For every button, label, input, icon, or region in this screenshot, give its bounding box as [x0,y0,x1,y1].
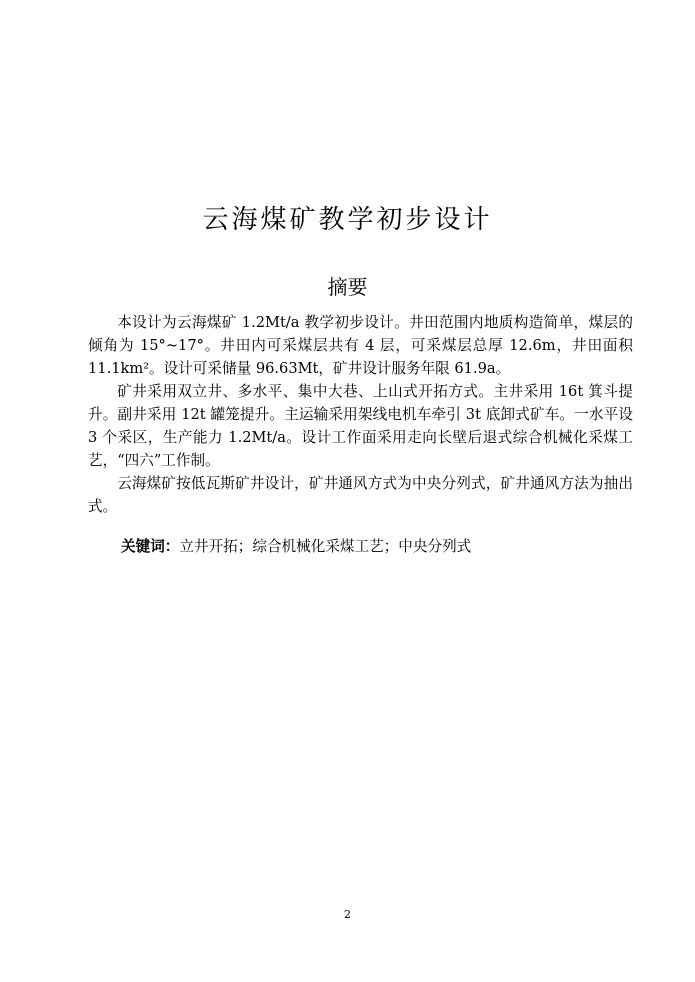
keywords-text: 立井开拓；综合机械化采煤工艺；中央分列式 [179,538,472,555]
abstract-paragraph-2: 矿井采用双立井、多水平、集中大巷、上山式开拓方式。主井采用 16t 箕斗提升。副井采用 12t 罐笼提升。主运输采用架线电机车牵引 3t 底卸式矿车。一水平设 3 个采区，生产能力 1.2Mt/a。设计工作面采用走向长壁后退式综合机械化采煤工艺，“四六”工作制。 [88,383,633,469]
keywords-line [121,535,471,558]
keywords-label: 关键词： [121,538,180,555]
abstract-heading: 摘要 [327,275,368,299]
page-number: 2 [344,908,351,921]
abstract-body [88,311,633,518]
abstract-paragraph-1: 本设计为云海煤矿 1.2Mt/a 教学初步设计。井田范围内地质构造简单，煤层的倾角为 15°~17°。井田内可采煤层共有 4 层，可采煤层总厚 12.6m，井田面积 11.1km²。设计可采储量 96.63Mt，矿井设计服务年限 61.9a。 [88,314,633,377]
abstract-paragraph-3: 云海煤矿按低瓦斯矿井设计，矿井通风方式为中央分列式，矿井通风方法为抽出式。 [88,475,633,515]
document-title: 云海煤矿教学初步设计 [202,205,493,235]
